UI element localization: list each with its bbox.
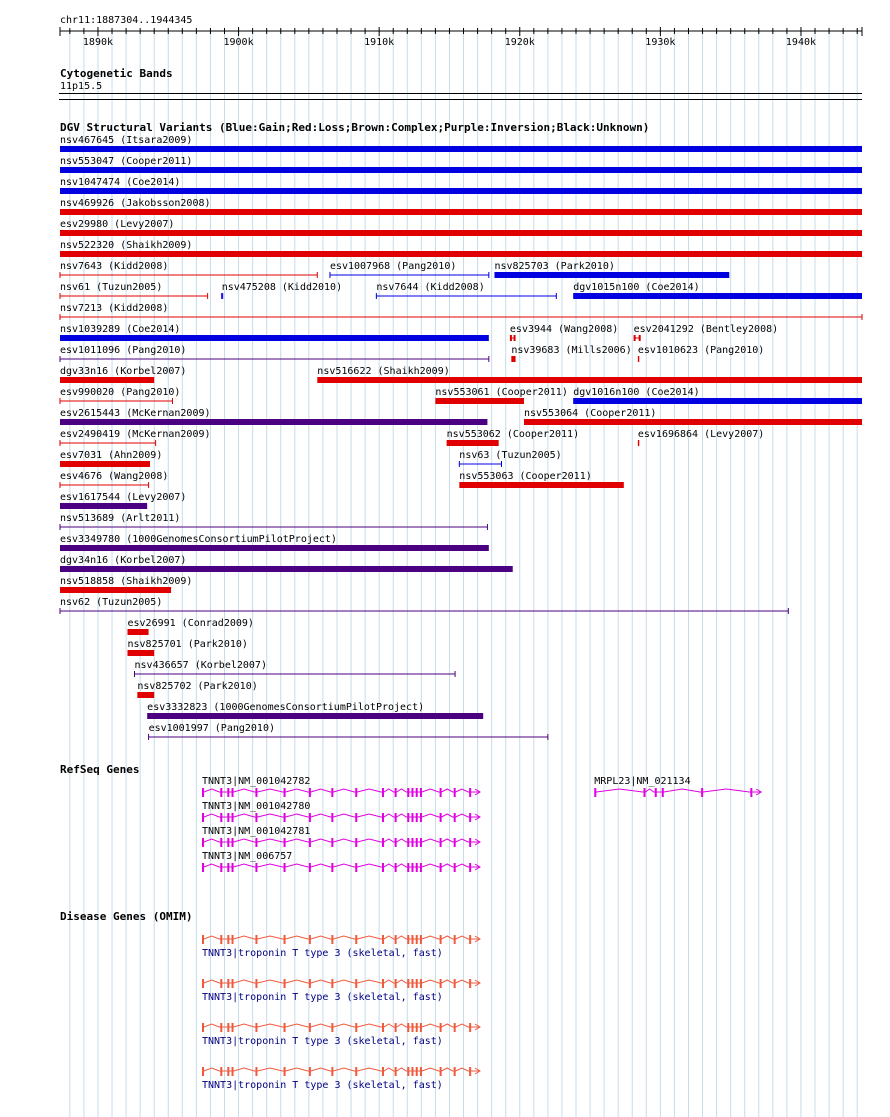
- refseq-gene-exon: [412, 838, 414, 847]
- refseq-gene-exon: [355, 838, 357, 847]
- omim-gene-exon: [416, 1023, 418, 1032]
- variant-bar: [60, 146, 862, 152]
- refseq-gene-exon: [454, 863, 456, 872]
- refseq-gene-exon: [440, 813, 442, 822]
- omim-gene-exon: [227, 979, 229, 988]
- refseq-gene-exon: [469, 813, 471, 822]
- refseq-gene-exon: [395, 863, 397, 872]
- refseq-gene-label: TNNT3|NM_006757: [202, 851, 293, 862]
- omim-gene-exon: [412, 1023, 414, 1032]
- variant-label: esv2490419 (McKernan2009): [60, 429, 211, 440]
- variant-label: esv2615443 (McKernan2009): [60, 408, 211, 419]
- variant-label: esv1617544 (Levy2007): [60, 492, 187, 503]
- refseq-gene-exon: [331, 788, 333, 797]
- refseq-gene-exon: [416, 838, 418, 847]
- omim-gene-exon: [416, 979, 418, 988]
- refseq-gene-intron: [202, 789, 479, 792]
- refseq-gene-exon: [407, 863, 409, 872]
- omim-gene-exon: [202, 935, 204, 944]
- variant-label: nsv825703 (Park2010): [494, 261, 615, 272]
- variant-label: esv1696864 (Levy2007): [637, 429, 765, 440]
- cytoband-track-title: Cytogenetic Bands: [60, 67, 173, 80]
- refseq-gene-exon: [395, 788, 397, 797]
- omim-gene-exon: [395, 1067, 397, 1076]
- refseq-gene-exon: [407, 838, 409, 847]
- variant-label: nsv553047 (Cooper2011): [60, 156, 193, 167]
- variant-label: esv7031 (Ahn2009): [60, 450, 163, 461]
- refseq-gene-exon: [255, 863, 257, 872]
- refseq-gene-exon: [420, 838, 422, 847]
- omim-gene-exon: [255, 935, 257, 944]
- variant-label: nsv553061 (Cooper2011): [435, 387, 568, 398]
- refseq-gene-exon: [232, 788, 234, 797]
- variant-label: esv2041292 (Bentley2008): [633, 324, 779, 335]
- variant-label: esv1011096 (Pang2010): [60, 345, 187, 356]
- variant-bar: [60, 503, 147, 509]
- refseq-gene-exon: [220, 788, 222, 797]
- omim-gene-exon: [395, 1023, 397, 1032]
- omim-gene-exon: [382, 1067, 384, 1076]
- omim-gene-exon: [420, 979, 422, 988]
- omim-gene-exon: [255, 1023, 257, 1032]
- refseq-gene-exon: [232, 838, 234, 847]
- variant-bar: [137, 692, 154, 698]
- refseq-gene-exon: [469, 788, 471, 797]
- variant-label: nsv513689 (Arlt2011): [60, 513, 181, 524]
- refseq-gene-exon: [220, 863, 222, 872]
- variant-label: dgv34n16 (Korbel2007): [60, 555, 187, 566]
- refseq-gene-exon: [420, 788, 422, 797]
- variant-label: esv1007968 (Pang2010): [329, 261, 457, 272]
- refseq-gene-exon: [284, 863, 286, 872]
- refseq-gene-exon: [701, 788, 703, 797]
- variant-label: nsv7643 (Kidd2008): [60, 261, 169, 272]
- variant-label: nsv436657 (Korbel2007): [134, 660, 267, 671]
- omim-gene-exon: [232, 1067, 234, 1076]
- omim-gene-exon: [202, 1023, 204, 1032]
- omim-gene-exon: [284, 1067, 286, 1076]
- omim-gene-exon: [220, 979, 222, 988]
- variant-label: nsv39683 (Mills2006): [511, 345, 632, 356]
- refseq-gene-label: TNNT3|NM_001042781: [202, 826, 311, 837]
- refseq-gene-exon: [227, 863, 229, 872]
- variant-label: nsv522320 (Shaikh2009): [60, 240, 193, 251]
- refseq-gene-exon: [255, 788, 257, 797]
- omim-gene-exon: [454, 935, 456, 944]
- omim-gene-exon: [469, 935, 471, 944]
- refseq-gene-intron: [202, 864, 479, 867]
- refseq-gene-exon: [655, 788, 657, 797]
- refseq-gene-exon: [232, 813, 234, 822]
- refseq-gene-exon: [412, 863, 414, 872]
- refseq-gene-exon: [355, 863, 357, 872]
- variant-label: nsv7644 (Kidd2008): [376, 282, 485, 293]
- refseq-gene-exon: [416, 788, 418, 797]
- refseq-gene-exon: [412, 813, 414, 822]
- omim-gene-label: TNNT3|troponin T type 3 (skeletal, fast): [202, 948, 443, 959]
- refseq-gene-exon: [355, 788, 357, 797]
- omim-gene-exon: [232, 979, 234, 988]
- dgv-track-title: DGV Structural Variants (Blue:Gain;Red:Loss;Brown:Complex;Purple:Inversion;Black:Unknown): [60, 121, 650, 134]
- omim-gene-exon: [454, 979, 456, 988]
- variant-label: esv4676 (Wang2008): [60, 471, 169, 482]
- refseq-gene-exon: [284, 813, 286, 822]
- omim-gene-exon: [355, 1067, 357, 1076]
- refseq-gene-intron: [202, 814, 479, 817]
- refseq-gene-label: MRPL23|NM_021134: [594, 776, 691, 787]
- omim-gene-exon: [420, 1023, 422, 1032]
- refseq-gene-exon: [416, 813, 418, 822]
- omim-gene-exon: [331, 935, 333, 944]
- refseq-gene-exon: [227, 838, 229, 847]
- omim-gene-exon: [454, 1067, 456, 1076]
- omim-gene-exon: [469, 1067, 471, 1076]
- omim-gene-exon: [220, 1067, 222, 1076]
- variant-label: dgv1016n100 (Coe2014): [573, 387, 700, 398]
- variant-label: nsv1047474 (Coe2014): [60, 177, 181, 188]
- omim-gene-exon: [407, 979, 409, 988]
- omim-gene-label: TNNT3|troponin T type 3 (skeletal, fast): [202, 1080, 443, 1091]
- omim-gene-exon: [420, 935, 422, 944]
- omim-gene-exon: [440, 1067, 442, 1076]
- variant-label: dgv1015n100 (Coe2014): [573, 282, 700, 293]
- ruler-tick-label: 1920k: [504, 37, 535, 48]
- omim-gene-exon: [355, 935, 357, 944]
- omim-gene-exon: [255, 1067, 257, 1076]
- variant-label: nsv553062 (Cooper2011): [446, 429, 580, 440]
- omim-gene-exon: [309, 935, 311, 944]
- omim-gene-exon: [202, 979, 204, 988]
- refseq-gene-exon: [220, 838, 222, 847]
- omim-gene-exon: [284, 979, 286, 988]
- variant-label: nsv469926 (Jakobsson2008): [60, 198, 211, 209]
- refseq-gene-exon: [382, 838, 384, 847]
- variant-label: nsv61 (Tuzun2005): [60, 282, 163, 293]
- omim-gene-exon: [407, 1023, 409, 1032]
- refseq-gene-exon: [284, 838, 286, 847]
- refseq-gene-exon: [395, 838, 397, 847]
- variant-label: nsv63 (Tuzun2005): [459, 450, 562, 461]
- variant-bar: [573, 293, 862, 299]
- omim-gene-exon: [407, 935, 409, 944]
- variant-bar: [638, 440, 639, 446]
- refseq-gene-intron: [202, 839, 479, 842]
- refseq-gene-exon: [395, 813, 397, 822]
- refseq-gene-exon: [232, 863, 234, 872]
- refseq-gene-exon: [382, 788, 384, 797]
- omim-gene-exon: [407, 1067, 409, 1076]
- omim-gene-exon: [227, 1067, 229, 1076]
- variant-bar: [60, 209, 862, 215]
- variant-bar: [317, 377, 862, 383]
- omim-gene-exon: [202, 1067, 204, 1076]
- variant-bar: [60, 188, 862, 194]
- refseq-gene-exon: [309, 838, 311, 847]
- refseq-gene-exon: [309, 813, 311, 822]
- omim-gene-exon: [382, 1023, 384, 1032]
- ruler-tick-label: 1930k: [645, 37, 676, 48]
- variant-label: nsv7213 (Kidd2008): [60, 303, 169, 314]
- refseq-gene-exon: [407, 813, 409, 822]
- variant-label: nsv825701 (Park2010): [127, 639, 248, 650]
- omim-gene-exon: [420, 1067, 422, 1076]
- variant-label: esv29980 (Levy2007): [60, 219, 175, 230]
- omim-gene-exon: [220, 1023, 222, 1032]
- variant-bar: [524, 419, 862, 425]
- omim-gene-exon: [395, 979, 397, 988]
- omim-gene-exon: [469, 979, 471, 988]
- omim-gene-exon: [220, 935, 222, 944]
- variant-label: esv990020 (Pang2010): [60, 387, 181, 398]
- omim-gene-exon: [355, 979, 357, 988]
- ruler-tick-label: 1910k: [364, 37, 395, 48]
- refseq-gene-exon: [220, 813, 222, 822]
- omim-gene-exon: [227, 1023, 229, 1032]
- omim-gene-exon: [309, 1023, 311, 1032]
- omim-gene-exon: [416, 1067, 418, 1076]
- refseq-gene-exon: [382, 863, 384, 872]
- omim-gene-exon: [382, 935, 384, 944]
- variant-label: esv1001997 (Pang2010): [148, 723, 275, 734]
- variant-label: dgv33n16 (Korbel2007): [60, 366, 187, 377]
- omim-track-title: Disease Genes (OMIM): [60, 910, 193, 923]
- refseq-gene-exon: [202, 838, 204, 847]
- variant-label: nsv553064 (Cooper2011): [523, 408, 657, 419]
- variant-label: esv3332823 (1000GenomesConsortiumPilotProject): [147, 702, 425, 713]
- refseq-track-title: RefSeq Genes: [60, 763, 140, 776]
- omim-gene-exon: [440, 979, 442, 988]
- refseq-gene-exon: [750, 788, 752, 797]
- refseq-gene-exon: [284, 788, 286, 797]
- refseq-gene-exon: [202, 788, 204, 797]
- refseq-gene-exon: [309, 788, 311, 797]
- refseq-gene-exon: [420, 813, 422, 822]
- variant-label: nsv467645 (Itsara2009): [60, 135, 193, 146]
- variant-bar: [60, 167, 862, 173]
- refseq-gene-exon: [454, 788, 456, 797]
- refseq-gene-intron: [594, 789, 760, 792]
- refseq-gene-exon: [594, 788, 596, 797]
- ruler-tick-label: 1900k: [223, 37, 254, 48]
- variant-bar: [127, 650, 154, 656]
- refseq-gene-exon: [416, 863, 418, 872]
- omim-gene-exon: [440, 935, 442, 944]
- refseq-gene-exon: [331, 838, 333, 847]
- omim-gene-exon: [232, 935, 234, 944]
- refseq-gene-exon: [227, 813, 229, 822]
- omim-gene-exon: [412, 935, 414, 944]
- variant-label: esv1010623 (Pang2010): [637, 345, 765, 356]
- refseq-gene-exon: [454, 838, 456, 847]
- omim-gene-exon: [412, 1067, 414, 1076]
- omim-gene-exon: [227, 935, 229, 944]
- refseq-gene-exon: [440, 863, 442, 872]
- variant-label: nsv825702 (Park2010): [137, 681, 258, 692]
- variant-label: nsv475208 (Kidd2010): [221, 282, 343, 293]
- refseq-gene-exon: [412, 788, 414, 797]
- omim-gene-intron: [202, 980, 479, 983]
- omim-gene-exon: [309, 1067, 311, 1076]
- omim-gene-label: TNNT3|troponin T type 3 (skeletal, fast): [202, 1036, 443, 1047]
- ruler-tick-label: 1890k: [82, 37, 114, 48]
- omim-gene-exon: [309, 979, 311, 988]
- omim-gene-exon: [382, 979, 384, 988]
- refseq-gene-exon: [255, 813, 257, 822]
- omim-gene-exon: [412, 979, 414, 988]
- omim-gene-exon: [284, 1023, 286, 1032]
- omim-gene-exon: [355, 1023, 357, 1032]
- refseq-gene-exon: [355, 813, 357, 822]
- refseq-gene-exon: [662, 788, 664, 797]
- variant-bar: [435, 398, 524, 404]
- omim-gene-exon: [440, 1023, 442, 1032]
- variant-bar: [60, 566, 513, 572]
- cytoband-name: 11p15.5: [60, 81, 103, 92]
- omim-gene-intron: [202, 1024, 479, 1027]
- variant-label: nsv518858 (Shaikh2009): [60, 576, 193, 587]
- refseq-gene-exon: [440, 788, 442, 797]
- location-label: chr11:1887304..1944345: [60, 15, 193, 26]
- omim-gene-intron: [202, 1068, 479, 1071]
- refseq-gene-exon: [454, 813, 456, 822]
- omim-gene-exon: [284, 935, 286, 944]
- omim-gene-exon: [454, 1023, 456, 1032]
- omim-gene-exon: [232, 1023, 234, 1032]
- variant-bar: [60, 335, 489, 341]
- refseq-gene-exon: [202, 813, 204, 822]
- variant-bar: [511, 356, 515, 362]
- omim-gene-exon: [255, 979, 257, 988]
- variant-bar: [60, 545, 489, 551]
- refseq-gene-exon: [202, 863, 204, 872]
- variant-bar: [638, 356, 639, 362]
- omim-gene-exon: [331, 979, 333, 988]
- refseq-gene-exon: [227, 788, 229, 797]
- variant-label: nsv62 (Tuzun2005): [60, 597, 163, 608]
- refseq-gene-exon: [309, 863, 311, 872]
- refseq-gene-exon: [420, 863, 422, 872]
- variant-bar: [60, 587, 171, 593]
- omim-gene-exon: [416, 935, 418, 944]
- omim-gene-exon: [331, 1067, 333, 1076]
- variant-bar: [60, 461, 150, 467]
- refseq-gene-exon: [469, 838, 471, 847]
- variant-label: esv3349780 (1000GenomesConsortiumPilotProject): [60, 534, 337, 545]
- ruler-tick-label: 1940k: [785, 37, 817, 48]
- variant-bar: [494, 272, 729, 278]
- refseq-gene-label: TNNT3|NM_001042780: [202, 801, 311, 812]
- refseq-gene-exon: [331, 863, 333, 872]
- variant-label: esv26991 (Conrad2009): [127, 618, 254, 629]
- variant-bar: [147, 713, 483, 719]
- variant-bar: [459, 482, 624, 488]
- refseq-gene-exon: [331, 813, 333, 822]
- omim-gene-exon: [469, 1023, 471, 1032]
- variant-bar: [447, 440, 499, 446]
- refseq-gene-label: TNNT3|NM_001042782: [202, 776, 311, 787]
- omim-gene-label: TNNT3|troponin T type 3 (skeletal, fast): [202, 992, 443, 1003]
- variant-label: nsv1039289 (Coe2014): [60, 324, 181, 335]
- refseq-gene-exon: [407, 788, 409, 797]
- variant-bar: [60, 251, 862, 257]
- variant-bar: [60, 377, 154, 383]
- refseq-gene-exon: [469, 863, 471, 872]
- variant-label: nsv553063 (Cooper2011): [459, 471, 592, 482]
- refseq-gene-exon: [255, 838, 257, 847]
- variant-bar: [60, 419, 487, 425]
- variant-bar: [60, 230, 862, 236]
- omim-gene-exon: [331, 1023, 333, 1032]
- omim-gene-intron: [202, 936, 479, 939]
- refseq-gene-exon: [382, 813, 384, 822]
- variant-bar: [573, 398, 862, 404]
- refseq-gene-exon: [440, 838, 442, 847]
- refseq-gene-exon: [643, 788, 645, 797]
- omim-gene-exon: [395, 935, 397, 944]
- variant-label: esv3944 (Wang2008): [509, 324, 619, 335]
- variant-label: nsv516622 (Shaikh2009): [317, 366, 450, 377]
- variant-bar: [127, 629, 148, 635]
